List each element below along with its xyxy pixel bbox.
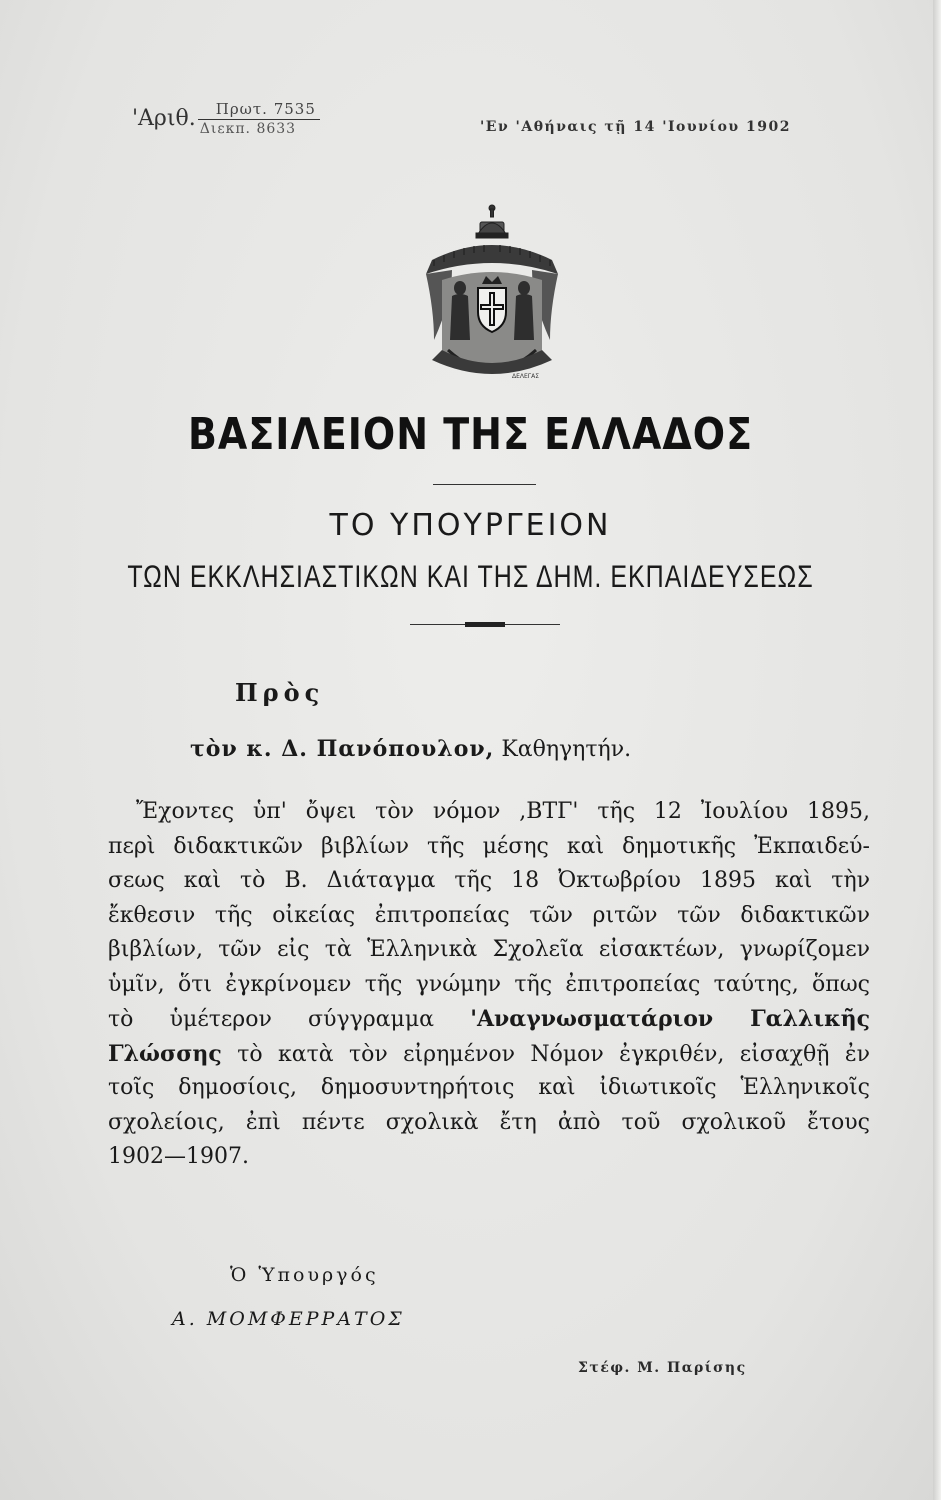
book-title-end: Γλώσσης <box>108 1040 222 1067</box>
document-date: 'Εν 'Αθήναις τῇ 14 'Ιουνίου 1902 <box>480 119 791 135</box>
reference-fraction <box>198 100 320 137</box>
protocol-number: Πρωτ. 7535 <box>198 100 320 120</box>
arith-label: 'Αριθ. <box>132 106 196 131</box>
addressee-prefix: Πρὸς <box>235 678 325 707</box>
body-text-segment: τὸ κατὰ τὸν εἰρημένον Νόμον ἐγκριθέν, εἰσαχθῇ ἐν <box>237 1041 870 1067</box>
body-line: σχολείοις, ἐπὶ πέντε σχολικὰ ἔτη ἀπὸ τοῦ σχολικοῦ ἔτους <box>108 1109 870 1135</box>
minister-title: Ὁ Ὑπουργός <box>230 1264 379 1286</box>
body-line: τοῖς δημοσίοις, δημοσυντηρήτοις καὶ ἰδιωτικοῖς Ἑλληνικοῖς <box>108 1075 870 1100</box>
body-line <box>108 1037 870 1072</box>
svg-text:ΔΕΛΕΓΑΣ: ΔΕΛΕΓΑΣ <box>512 373 540 380</box>
body-line: 1902—1907. <box>108 1144 249 1169</box>
ministry-title: ΤΟ ΥΠΟΥΡΓΕΙΟΝ <box>329 508 612 543</box>
page-edge <box>933 0 941 1500</box>
printer-name: Στέφ. Μ. Παρίσης <box>578 1360 747 1376</box>
addressee <box>190 736 631 762</box>
reference-number <box>132 100 320 137</box>
body-line: ὑμῖν, ὅτι ἐγκρίνομεν τῆς γνώμην τῆς ἐπιτροπείας ταύτης, ὅπως <box>108 971 870 997</box>
addressee-name: τὸν κ. Δ. Πανόπουλον, <box>190 736 495 762</box>
body-text-segment: τὸ ὑμέτερον σύγγραμμα <box>108 1007 434 1032</box>
book-title: 'Αναγνωσματάριον Γαλλικῆς <box>470 1006 870 1032</box>
body-line: Ἔχοντες ὑπ' ὄψει τὸν νόμον ,ΒΤΓ' τῆς 12 Ἰουλίου 1895, <box>136 799 870 824</box>
body-line <box>108 1002 870 1037</box>
minister-name: Α. ΜΟΜΦΕΡΡΑΤΟΣ <box>172 1308 405 1330</box>
body-line: σεως καὶ τὸ Β. Διάταγμα τῆς 18 Ὀκτωβρίου 1895 καὶ τὴν <box>108 868 870 893</box>
body-line: ἔκθεσιν τῆς οἰκείας ἐπιτροπείας τῶν ριτῶν τῶν διδακτικῶν <box>108 902 870 928</box>
body-line: βιβλίων, τῶν εἰς τὰ Ἑλληνικὰ Σχολεῖα εἰσακτέων, γνωρίζομεν <box>108 937 870 962</box>
kingdom-title: ΒΑΣΙΛΕΙΟΝ ΤΗΣ ΕΛΛΑΔΟΣ <box>187 408 754 460</box>
diekp-number: Διεκπ. 8633 <box>199 121 297 137</box>
letter-body <box>108 795 870 1175</box>
body-line: περὶ διδακτικῶν βιβλίων τῆς μέσης καὶ δημοτικῆς Ἐκπαιδεύ- <box>108 833 870 859</box>
addressee-role: Καθηγητήν. <box>501 737 632 762</box>
divider-ornament <box>465 622 505 627</box>
divider <box>433 484 536 485</box>
ministry-subtitle: ΤΩΝ ΕΚΚΛΗΣΙΑΣΤΙΚΩΝ ΚΑΙ ΤΗΣ ΔΗΜ. ΕΚΠΑΙΔΕΥΣΕΩΣ <box>127 559 814 595</box>
royal-coat-of-arms-icon <box>412 200 572 390</box>
